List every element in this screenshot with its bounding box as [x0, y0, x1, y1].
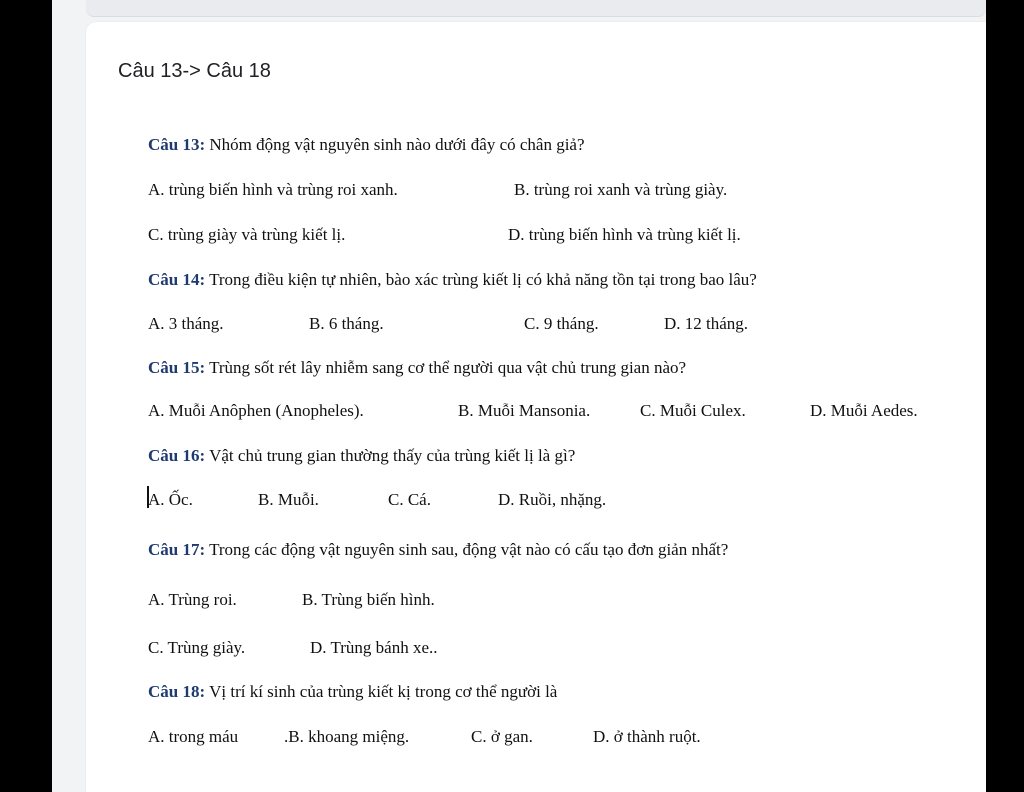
question-15 — [148, 358, 686, 378]
option-14-d: D. 12 tháng. — [664, 314, 749, 333]
option-18-d: D. ở thành ruột. — [593, 727, 701, 746]
question-16 — [148, 446, 575, 466]
question-text: Vật chủ trung gian thường thấy của trùng kiết lị là gì? — [205, 446, 576, 465]
option-13-d: D. trùng biến hình và trùng kiết lị. — [508, 225, 741, 244]
question-13 — [148, 135, 585, 155]
post-title: Câu 13-> Câu 18 — [118, 60, 271, 82]
option-18-b: .B. khoang miệng. — [284, 727, 410, 746]
option-15-c: C. Muỗi Culex. — [640, 401, 746, 420]
option-17-c: C. Trùng giày. — [148, 638, 246, 657]
option-17-b: B. Trùng biến hình. — [302, 590, 435, 609]
option-16-d: D. Ruồi, nhặng. — [498, 490, 607, 509]
option-14-b: B. 6 tháng. — [309, 314, 384, 333]
question-text: Vị trí kí sinh của trùng kiết kị trong cơ thể người là — [205, 682, 558, 701]
question-number: Câu 17: — [148, 540, 206, 559]
option-16-b: B. Muỗi. — [258, 490, 319, 509]
option-17-a: A. Trùng roi. — [148, 590, 237, 609]
option-14-a: A. 3 tháng. — [148, 314, 224, 333]
question-number: Câu 14: — [148, 270, 206, 289]
question-text: Nhóm động vật nguyên sinh nào dưới đây có chân giả? — [205, 135, 585, 154]
question-text: Trùng sốt rét lây nhiễm sang cơ thể người qua vật chủ trung gian nào? — [205, 358, 687, 377]
option-16-a: A. Ốc. — [148, 490, 193, 509]
option-14-c: C. 9 tháng. — [524, 314, 599, 333]
option-13-b: B. trùng roi xanh và trùng giày. — [514, 180, 728, 199]
previous-card-edge — [86, 0, 986, 17]
question-18 — [148, 682, 557, 702]
question-number: Câu 16: — [148, 446, 206, 465]
question-text: Trong điều kiện tự nhiên, bào xác trùng kiết lị có khả năng tồn tại trong bao lâu? — [205, 270, 757, 289]
question-text: Trong các động vật nguyên sinh sau, động vật nào có cấu tạo đơn giản nhất? — [205, 540, 729, 559]
option-15-a: A. Muỗi Anôphen (Anopheles). — [148, 401, 364, 420]
option-15-b: B. Muỗi Mansonia. — [458, 401, 591, 420]
option-17-d: D. Trùng bánh xe.. — [310, 638, 438, 657]
question-number: Câu 13: — [148, 135, 206, 154]
question-number: Câu 15: — [148, 358, 206, 377]
question-17 — [148, 540, 728, 560]
question-number: Câu 18: — [148, 682, 206, 701]
option-18-a: A. trong máu — [148, 727, 239, 746]
question-14 — [148, 270, 757, 290]
option-16-c: C. Cá. — [388, 490, 431, 509]
option-13-a: A. trùng biến hình và trùng roi xanh. — [148, 180, 398, 199]
option-15-d: D. Muỗi Aedes. — [810, 401, 918, 420]
option-13-c: C. trùng giày và trùng kiết lị. — [148, 225, 346, 244]
option-18-c: C. ở gan. — [471, 727, 533, 746]
